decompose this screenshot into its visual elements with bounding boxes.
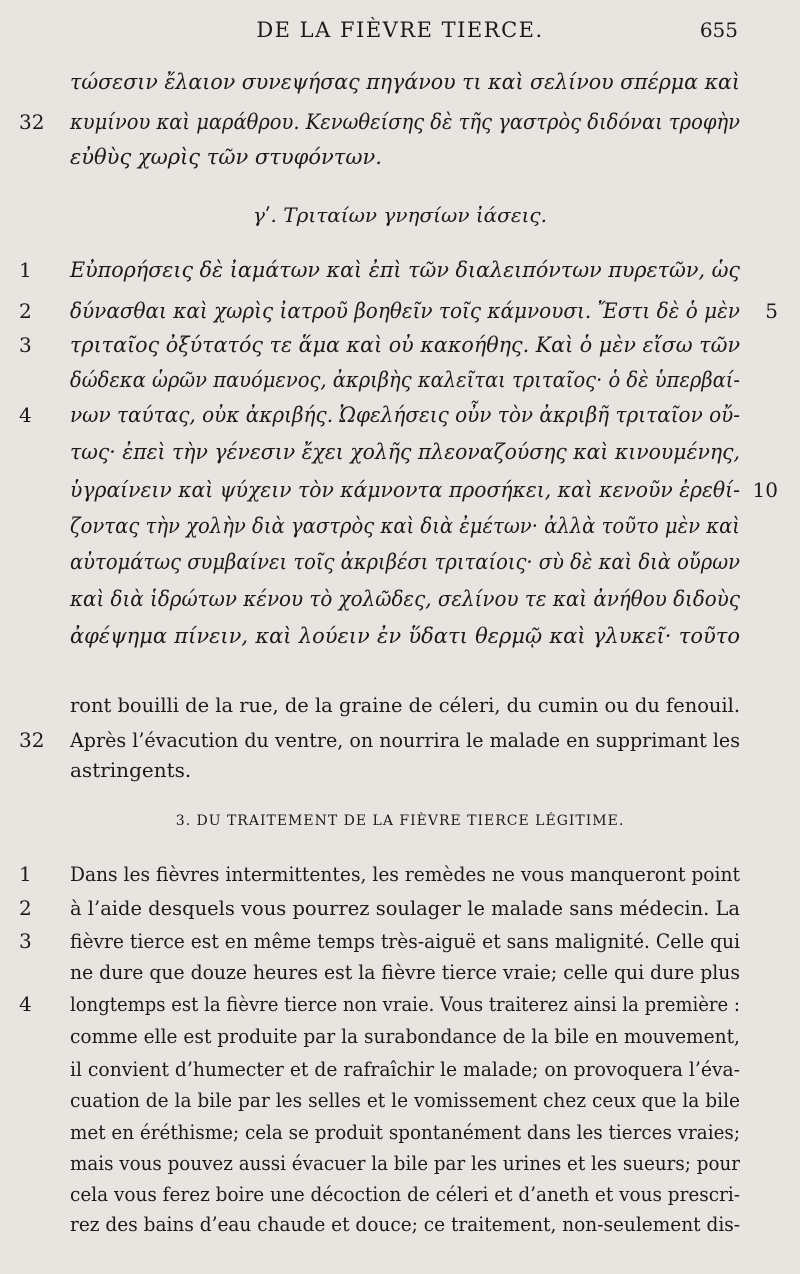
french-line-text: comme elle est produite par la surabondance de la bile en mouvement, [70,1024,740,1048]
french-line [70,929,740,959]
greek-line-text: τριταῖος ὀξύτατός τε ἅμα καὶ οὐ κακοήθης. Καὶ ὁ μὲν εἴσω τῶν [70,333,741,357]
line-number: 3 [19,929,32,953]
line-number: 2 [19,896,32,920]
greek-line-text: ἀφέψημα πίνειν, καὶ λούειν ἐν ὕδατι θερμῷ καὶ γλυκεῖ· τοῦτο [70,624,740,648]
greek-line [70,70,740,100]
french-line-text: rez des bains d’eau chaude et douce; ce traitement, non-seulement dis- [70,1212,740,1236]
french-line [70,862,740,892]
french-line [70,1151,740,1181]
greek-line-text: τως· ἐπεὶ τὴν γένεσιν ἔχει χολῆς πλεοναζούσης καὶ κινουμένης, [70,440,740,464]
line-number: 32 [19,110,45,134]
greek-line [70,624,740,654]
greek-line [70,550,740,580]
greek-line [70,258,740,288]
french-line-text: cela vous ferez boire une décoction de céleri et d’aneth et vous prescri- [70,1182,741,1206]
french-line [70,896,740,926]
french-line-text: fièvre tierce est en même temps très-aiguë et sans malignité. Celle qui [70,929,741,953]
margin-line-count: 5 [765,299,778,323]
french-line-text: il convient d’humecter et de rafraîchir le malade; on provoquera l’éva- [70,1057,741,1081]
greek-line-text: ζοντας τὴν χολὴν διὰ γαστρὸς καὶ διὰ ἐμέτων· ἀλλὰ τοῦτο μὲν καὶ [70,514,740,538]
french-line-text: ront bouilli de la rue, de la graine de céleri, du cumin ou du fenouil. [70,693,741,717]
french-line-text: cuation de la bile par les selles et le vomissement chez ceux que la bile [70,1088,740,1112]
greek-line [70,478,740,508]
greek-section-heading: γʹ. Τριταίων γνησίων ἰάσεις. [253,203,547,227]
greek-line [70,587,740,617]
french-line [70,1057,740,1087]
greek-line-text: δύνασθαι καὶ χωρὶς ἰατροῦ βοηθεῖν τοῖς κάμνουσι. Ἔστι δὲ ὁ μὲν [70,299,740,323]
line-number: 3 [19,333,32,357]
greek-line-text: ὑγραίνειν καὶ ψύχειν τὸν κάμνοντα προσήκει, καὶ κενοῦν ἐρεθί- [70,478,740,502]
line-number: 4 [19,992,32,1016]
greek-line [70,299,740,329]
page-number: 655 [699,18,738,42]
french-line-text: met en éréthisme; cela se produit spontanément dans les tierces vraies; [70,1120,740,1144]
line-number: 2 [19,299,32,323]
french-line-text: ne dure que douze heures est la fièvre tierce vraie; celle qui dure plus [70,960,740,984]
french-line [70,1024,740,1054]
greek-line-text: κυμίνου καὶ μαράθρου. Κενωθείσης δὲ τῆς γαστρὸς διδόναι τροφὴν [70,110,740,134]
greek-line-text: δώδεκα ὡρῶν παυόμενος, ἀκριβὴς καλεῖται τριταῖος· ὁ δὲ ὑπερβαί- [70,368,741,392]
greek-line-text: νων ταύτας, οὐκ ἀκριβής. Ὠφελήσεις οὖν τὸν ἀκριβῆ τριταῖον οὔ- [70,403,741,427]
margin-line-count: 10 [752,478,778,502]
french-line [70,992,740,1022]
french-line-text: Après l’évacution du ventre, on nourrira le malade en supprimant les [70,728,741,752]
french-line [70,693,740,723]
french-line-text: astringents. [70,758,192,782]
french-line [70,1182,740,1212]
greek-line-text: Εὐπορήσεις δὲ ἰαμάτων καὶ ἐπὶ τῶν διαλειπόντων πυρετῶν, ὡς [70,258,741,282]
greek-line [70,333,740,363]
running-header: DE LA FIÈVRE TIERCE. [256,18,544,42]
greek-line [70,145,740,175]
french-line [70,758,740,788]
french-section-heading: 3. DU TRAITEMENT DE LA FIÈVRE TIERCE LÉGITIME. [175,813,625,829]
line-number: 32 [19,728,45,752]
line-number: 4 [19,403,32,427]
french-line [70,960,740,990]
greek-line-text: τώσεσιν ἔλαιον συνεψήσας πηγάνου τι καὶ σελίνου σπέρμα καὶ [70,70,741,94]
french-line-text: mais vous pouvez aussi évacuer la bile par les urines et les sueurs; pour [70,1151,740,1175]
french-line-text: Dans les fièvres intermittentes, les remèdes ne vous manqueront point [70,862,740,886]
greek-line-text: εὐθὺς χωρὶς τῶν στυφόντων. [70,145,382,169]
french-line [70,728,740,758]
french-line-text: à l’aide desquels vous pourrez soulager le malade sans médecin. La [70,896,741,920]
french-line [70,1088,740,1118]
greek-line [70,514,740,544]
french-line [70,1212,740,1242]
french-line-text: longtemps est la fièvre tierce non vraie. Vous traiterez ainsi la première : [70,992,740,1016]
greek-line [70,440,740,470]
greek-line [70,110,740,140]
greek-line [70,403,740,433]
french-line [70,1120,740,1150]
greek-line [70,368,740,398]
greek-line-text: αὐτομάτως συμβαίνει τοῖς ἀκριβέσι τριταίοις· σὺ δὲ καὶ διὰ οὔρων [70,550,740,574]
line-number: 1 [19,258,32,282]
greek-line-text: καὶ διὰ ἱδρώτων κένου τὸ χολῶδες, σελίνου τε καὶ ἀνήθου διδοὺς [70,587,740,611]
line-number: 1 [19,862,32,886]
